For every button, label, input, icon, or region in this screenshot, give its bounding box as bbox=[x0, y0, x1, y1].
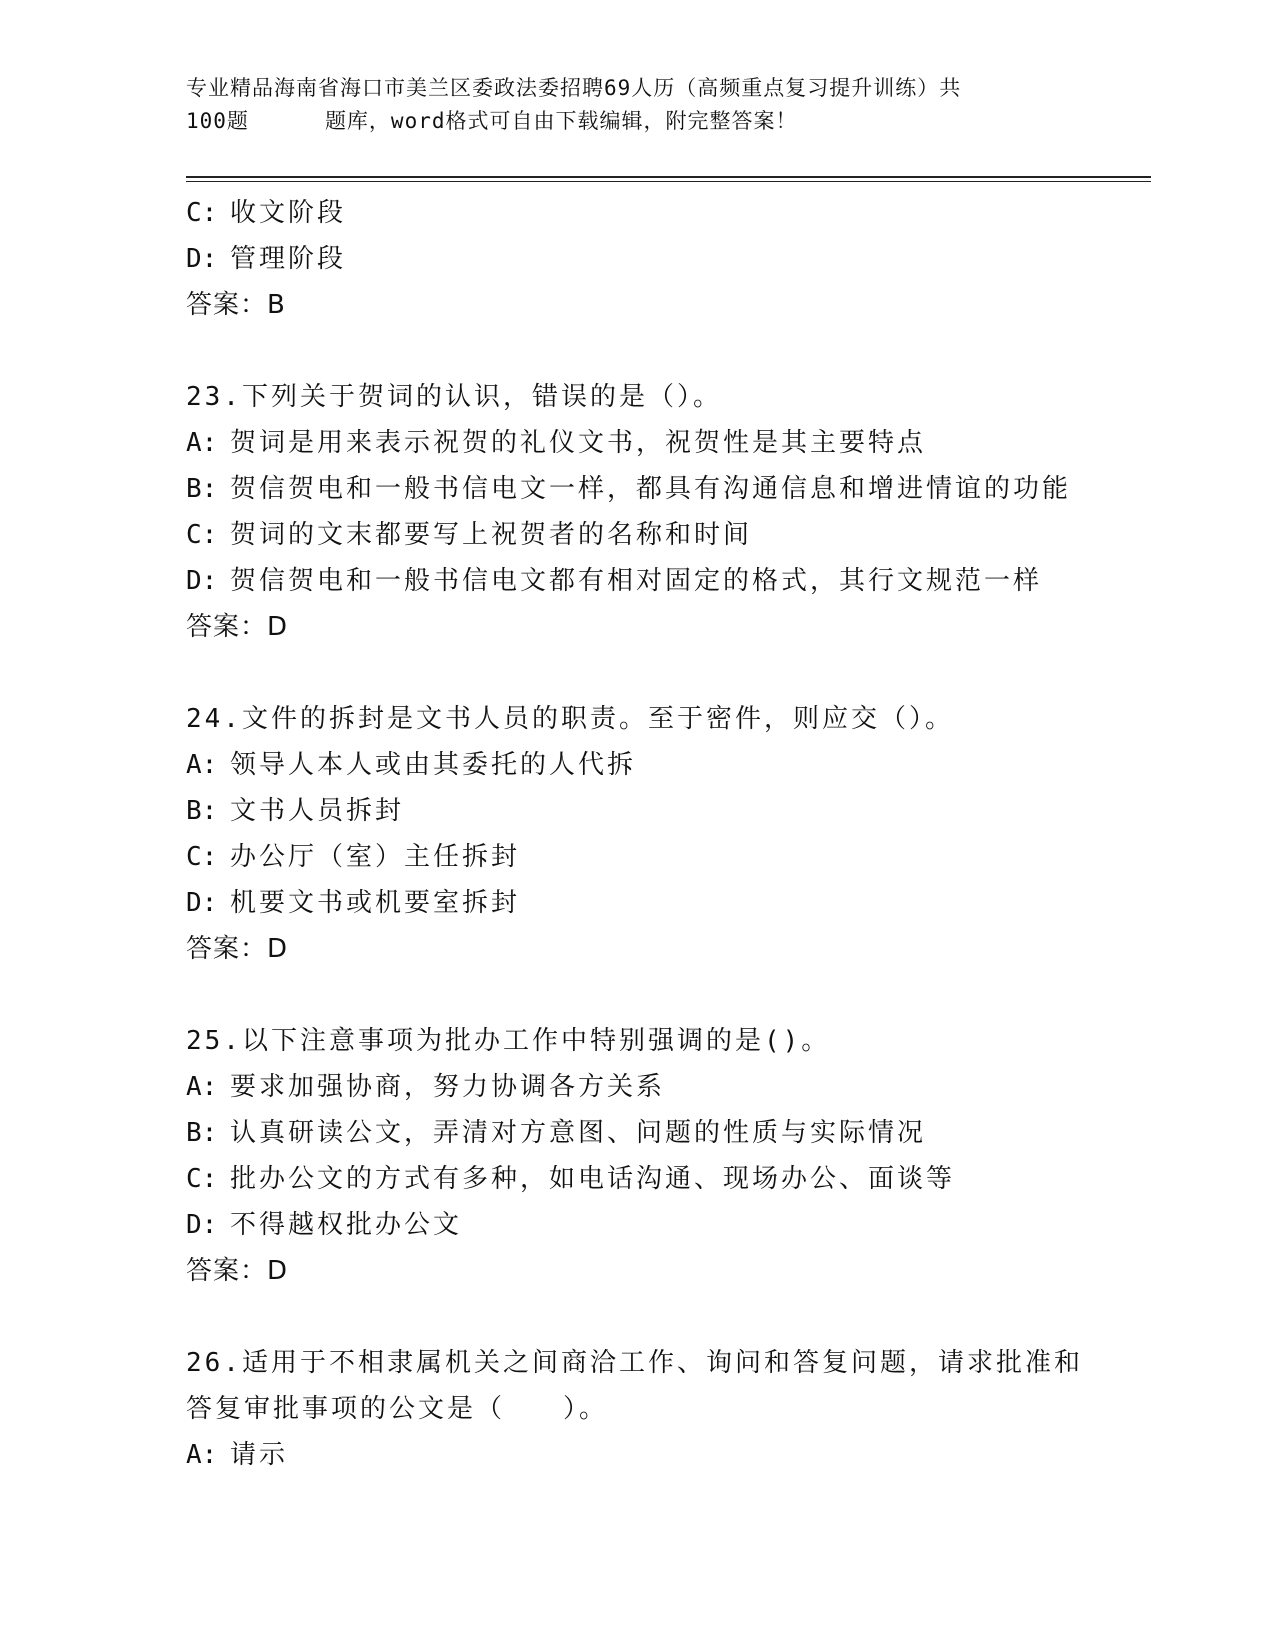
option-text: 不得越权批办公文 bbox=[230, 1210, 463, 1240]
option-label: B: bbox=[186, 796, 218, 826]
option-text: 请示 bbox=[230, 1440, 289, 1470]
option-text: 贺信贺电和一般书信电文都有相对固定的格式，其行文规范一样 bbox=[230, 566, 1043, 596]
answer-option bbox=[186, 742, 1146, 788]
option-text: 要求加强协商，努力协调各方关系 bbox=[230, 1072, 666, 1102]
option-label: D: bbox=[186, 244, 218, 274]
option-text: 收文阶段 bbox=[230, 198, 347, 228]
answer-option bbox=[186, 466, 1146, 512]
question-spacer bbox=[186, 328, 1146, 374]
option-text: 机要文书或机要室拆封 bbox=[230, 888, 521, 918]
document-header bbox=[186, 72, 1086, 138]
question-spacer bbox=[186, 1294, 1146, 1340]
option-text: 贺词是用来表示祝贺的礼仪文书，祝贺性是其主要特点 bbox=[230, 428, 927, 458]
answer-option bbox=[186, 788, 1146, 834]
answer-option bbox=[186, 190, 1146, 236]
option-label: D: bbox=[186, 1210, 218, 1240]
question-spacer bbox=[186, 972, 1146, 1018]
option-text: 认真研读公文，弄清对方意图、问题的性质与实际情况 bbox=[230, 1118, 927, 1148]
option-label: C: bbox=[186, 842, 218, 872]
header-line-1: 专业精品海南省海口市美兰区委政法委招聘69人历（高频重点复习提升训练）共 bbox=[186, 76, 962, 100]
question-stem: 答复审批事项的公文是（ ）。 bbox=[186, 1394, 609, 1424]
header-line-2-text: 题库，word格式可自由下载编辑，附完整答案！ bbox=[324, 109, 798, 133]
option-text: 贺词的文末都要写上祝贺者的名称和时间 bbox=[230, 520, 753, 550]
question-content bbox=[186, 190, 1146, 1478]
question-stem: 26.适用于不相隶属机关之间商洽工作、询问和答复问题，请求批准和 bbox=[186, 1348, 1083, 1378]
option-label: C: bbox=[186, 520, 218, 550]
question-stem: 23.下列关于贺词的认识，错误的是（）。 bbox=[186, 382, 722, 412]
option-text: 批办公文的方式有多种，如电话沟通、现场办公、面谈等 bbox=[230, 1164, 956, 1194]
option-text: 贺信贺电和一般书信电文一样，都具有沟通信息和增进情谊的功能 bbox=[230, 474, 1072, 504]
question-spacer bbox=[186, 650, 1146, 696]
answer-option bbox=[186, 420, 1146, 466]
question-stem: 24.文件的拆封是文书人员的职责。至于密件，则应交（）。 bbox=[186, 704, 954, 734]
answer-key: 答案：D bbox=[186, 612, 289, 642]
option-text: 办公厅（室）主任拆封 bbox=[230, 842, 521, 872]
header-line-2 bbox=[186, 105, 1086, 138]
answer-option bbox=[186, 236, 1146, 282]
option-label: A: bbox=[186, 1072, 218, 1102]
header-rule-thin bbox=[186, 181, 1151, 182]
answer-option bbox=[186, 512, 1146, 558]
option-label: C: bbox=[186, 1164, 218, 1194]
answer-option bbox=[186, 1202, 1146, 1248]
answer-option bbox=[186, 558, 1146, 604]
option-label: D: bbox=[186, 566, 218, 596]
answer-key: 答案：B bbox=[186, 290, 286, 320]
answer-key: 答案：D bbox=[186, 934, 289, 964]
answer-option bbox=[186, 880, 1146, 926]
option-text: 管理阶段 bbox=[230, 244, 347, 274]
option-text: 文书人员拆封 bbox=[230, 796, 405, 826]
option-text: 领导人本人或由其委托的人代拆 bbox=[230, 750, 637, 780]
answer-option bbox=[186, 1432, 1146, 1478]
header-rule-thick bbox=[186, 176, 1151, 178]
option-label: B: bbox=[186, 1118, 218, 1148]
option-label: A: bbox=[186, 428, 218, 458]
answer-option bbox=[186, 834, 1146, 880]
option-label: D: bbox=[186, 888, 218, 918]
option-label: B: bbox=[186, 474, 218, 504]
answer-option bbox=[186, 1156, 1146, 1202]
option-label: A: bbox=[186, 750, 218, 780]
option-label: A: bbox=[186, 1440, 218, 1470]
question-stem: 25.以下注意事项为批办工作中特别强调的是()。 bbox=[186, 1026, 831, 1056]
answer-key: 答案：D bbox=[186, 1256, 289, 1286]
option-label: C: bbox=[186, 198, 218, 228]
header-line-2-count: 100题 bbox=[186, 109, 249, 133]
answer-option bbox=[186, 1110, 1146, 1156]
answer-option bbox=[186, 1064, 1146, 1110]
